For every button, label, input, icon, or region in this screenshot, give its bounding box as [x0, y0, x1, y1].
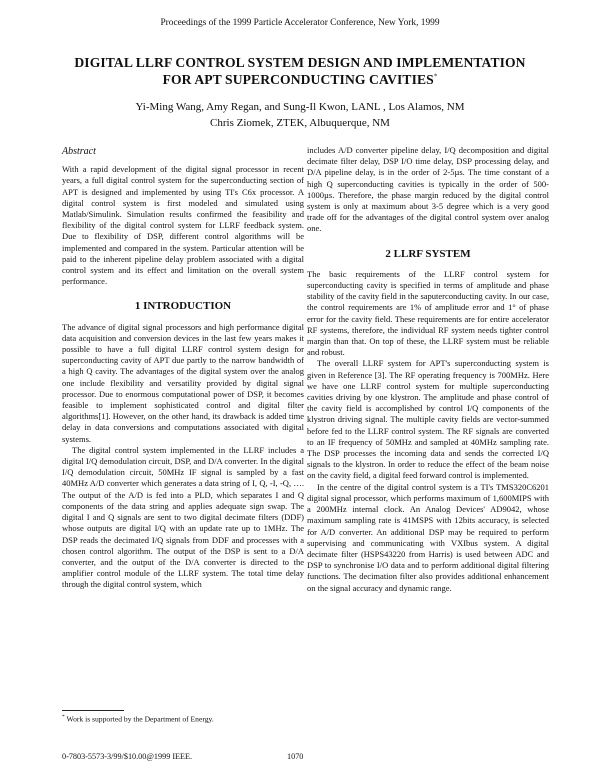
right-column	[307, 145, 549, 594]
intro-paragraph-1: The advance of digital signal processors and high performance digital data acquisition and conversion devices in the last few years makes it possible to have a full digital LLRF control system design for superconducting cavity of APT due partly to the narrow bandwidth of a high Q cavity. The advantages of the digital system over the analog one include flexibility and versatility provided by digital signal processor. Due to enormous computational power of DSP, it becomes feasible to implement sophisticated control and digital filter algorithms[1]. However, on the other hand, its drawback is added time delay in data conversions and computations associated with digital systems.	[62, 321, 304, 444]
llrf-paragraph-2: The overall LLRF system for APT's superconducting system is given in Reference [3]. The RF operating frequency is 700MHz. Here we have one LLRF control system for multiple superconducting cavities driving by one klystron. The amplitude and phase control of the cavity field is accomplished by control I/Q components of the klystron driving signal. The multiple cavity fields are vector-summed before fed to the LLRF control system. The RF signals are converted to an IF frequency of 50MHz and sampled at 40MHz sampling rate. The DSP processes the incoming data and sends the corrected I/Q signals to the klystron. In order to reduce the effect of the beam noise on the cavity field, a digital feed forward control is implemented.	[307, 358, 549, 481]
paper-title	[30, 54, 570, 88]
abstract-text: With a rapid development of the digital signal processor in recent years, a full digital control system for the superconducting section of APT is designed and implemented by using TI's C6x processor. A digital control system is first modeled and simulated using Matlab/Simulink. Simulation results confirmed the feasibility and flexibility of the digital control system for LLRF feedback system. Due to flexibility of DSP, different control algorithms will be implemented and compared in the system. Particular attention will be paid to the inherent pipeline delay problem associated with a digital control system and its effect and limitation on the overall system performance.	[62, 164, 304, 287]
running-header: Proceedings of the 1999 Particle Accelerator Conference, New York, 1999	[160, 18, 440, 28]
title-line-1: DIGITAL LLRF CONTROL SYSTEM DESIGN AND IMPLEMENTATION	[74, 55, 526, 70]
llrf-paragraph-3: In the centre of the digital control system is a TI's TMS320C6201 digital signal processor, which performs maximum of 1,600MIPS with a 200MHz internal clock. An Analog Devices' AD9042, whose maximum sampling rate is 41MSPS with 12bits accuracy, is selected for A/D converter. An additional DSP may be required to perform supervising and communicating with VXIbus system. A digital decimate filter (HSPS43220 from Harris) is used between ADC and DSP to synchronise I/O data and to perform additional digital filtering functions. The decimation filter also provides additional enhancement on the signal accuracy and dynamic range.	[307, 481, 549, 593]
llrf-paragraph-1: The basic requirements of the LLRF control system for superconducting cavity is specified in terms of amplitude and phase stability of the cavity field in the saputerconducting cavity. In our case, the control requirements are 1% of amplitude error and 1° of phase error for the cavity field. These requirements are for entire accelerator RF systems, therefore, the individual RF system needs tighter control margin than that. On top of these, the LLRF system must be reliable and robust.	[307, 268, 549, 358]
left-column	[62, 146, 304, 591]
page-number: 1070	[287, 752, 304, 761]
author-block	[40, 99, 560, 131]
footnote	[62, 714, 214, 724]
authors-line-2: Chris Ziomek, ZTEK, Albuquerque, NM	[210, 117, 390, 129]
abstract-heading: Abstract	[62, 146, 96, 157]
intro-paragraph-3: includes A/D converter pipeline delay, I/Q decomposition and digital decimate filter delay, DSP I/O time delay, DSP processing delay, and D/A pipeline delay, is in the order of 2-5µs. The time constant of a high Q superconducting cavities is typically in the order of 500-1000µs. Therefore, the phase margin reduced by the digital control system is only at maximum about 3-5 degree which is a very good trade off for the advantages of the digital control system over analog one.	[307, 145, 549, 234]
intro-paragraph-2: The digital control system implemented in the LLRF includes a digital I/Q demodulation circuit, DSP, and D/A converter. In the digital I/Q demodulation circuit, 50MHz IF signal is sampled by a fast 40MHz A/D converter which generates a data string of I, Q, -I, -Q, …. The output of the A/D is fed into a PLD, which separates I and Q components of the data string and applies adequate sign swap. The digital I and Q signals are sent to two digital decimate filters (DDF) whose outputs are digital I/Q with an update rate up to 1MHz. The DSP reads the decimated I/Q signals from DDF and processes with a chosen control algorithm. The output of the DSP is sent to a D/A converter, and the output of the D/A converter is directed to the amplifier control module of the LLRF system. The total time delay through the digital control system, which	[62, 444, 304, 590]
footnote-mark: *	[62, 714, 65, 720]
authors-line-1: Yi-Ming Wang, Amy Regan, and Sung-Il Kwon, LANL , Los Alamos, NM	[135, 101, 465, 113]
section-2-heading: 2 LLRF SYSTEM	[385, 247, 471, 260]
title-footnote-mark: *	[433, 72, 438, 81]
copyright-line: 0-7803-5573-3/99/$10.00@1999 IEEE.	[62, 752, 193, 761]
footnote-divider	[62, 710, 124, 711]
section-1-heading: 1 INTRODUCTION	[134, 300, 232, 313]
title-line-2: FOR APT SUPERCONDUCTING CAVITIES*	[162, 72, 438, 87]
footnote-text: Work is supported by the Department of Energy.	[66, 714, 214, 724]
